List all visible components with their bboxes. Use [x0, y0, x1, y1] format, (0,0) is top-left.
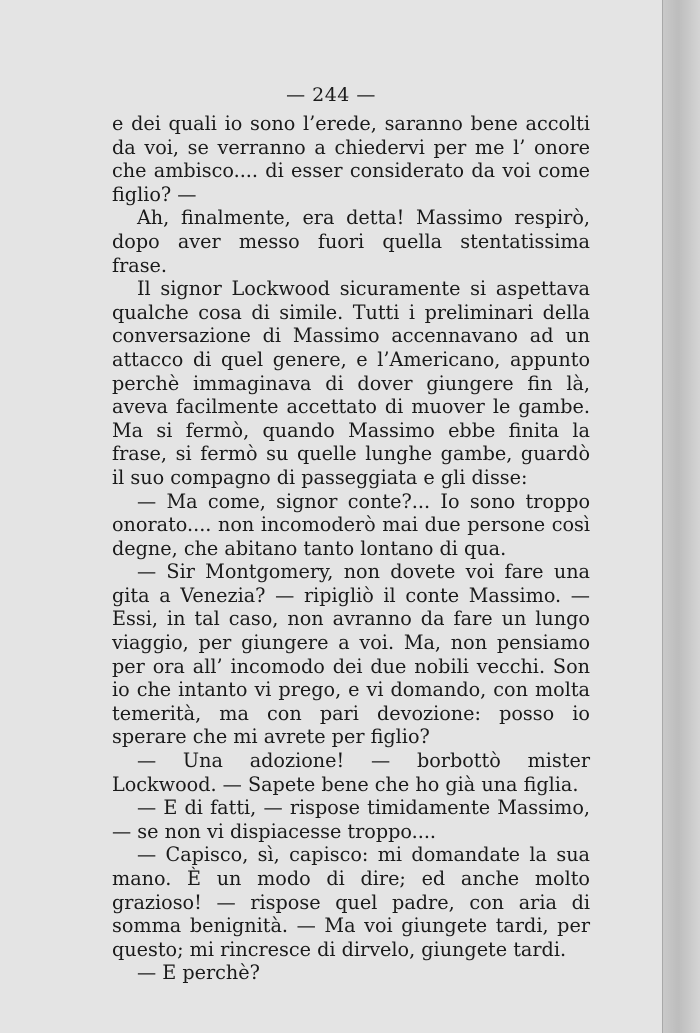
paragraph: — Sir Montgomery, non dovete voi fare una gita a Venezia? — ripigliò il conte Massimo. — Essi, in tal caso, non avranno da fare un lungo viaggio, per giungere a voi. Ma, non pensiamo per ora all’ incomodo dei due nobili vecchi. Son io che intanto vi prego, e vi domando, con molta temerità, ma con pari devozione: posso io sperare che mi avrete per figlio?	[112, 560, 590, 749]
paragraph: — E di fatti, — rispose timidamente Massimo, — se non vi dispiacesse troppo....	[112, 796, 590, 843]
paragraph: — Una adozione! — borbottò mister Lockwood. — Sapete bene che ho già una figlia.	[112, 749, 590, 796]
paragraph: Ah, finalmente, era detta! Massimo respirò, dopo aver messo fuori quella stentatissima frase.	[112, 206, 590, 277]
paragraph: — Capisco, sì, capisco: mi domandate la sua mano. È un modo di dire; ed anche molto grazioso! — rispose quel padre, con aria di somma benignità. — Ma voi giungete tardi, per questo; mi rincresce di dirvelo, giungete tardi.	[112, 843, 590, 961]
paragraph: Il signor Lockwood sicuramente si aspettava qualche cosa di simile. Tutti i preliminari della conversazione di Massimo accennavano ad un attacco di quel genere, e l’Americano, appunto perchè immaginava di dover giungere fin là, aveva facilmente accettato di muover le gambe. Ma si fermò, quando Massimo ebbe finita la frase, si fermò su quelle lunghe gambe, guardò il suo compagno di passeggiata e gli disse:	[112, 277, 590, 489]
paragraph: — E perchè?	[136, 961, 260, 985]
paragraph: — Ma come, signor conte?... Io sono troppo onorato.... non incomoderò mai due persone così degne, che abitano tanto lontano di qua.	[112, 489, 590, 560]
page-number: — 244 —	[286, 84, 376, 106]
body-text	[112, 112, 590, 985]
paragraph: e dei quali io sono l’erede, saranno bene accolti da voi, se verranno a chiedervi per me l’ onore che ambisco.... di esser considerato da voi come figlio? —	[112, 112, 590, 206]
page-edge	[662, 0, 700, 1033]
